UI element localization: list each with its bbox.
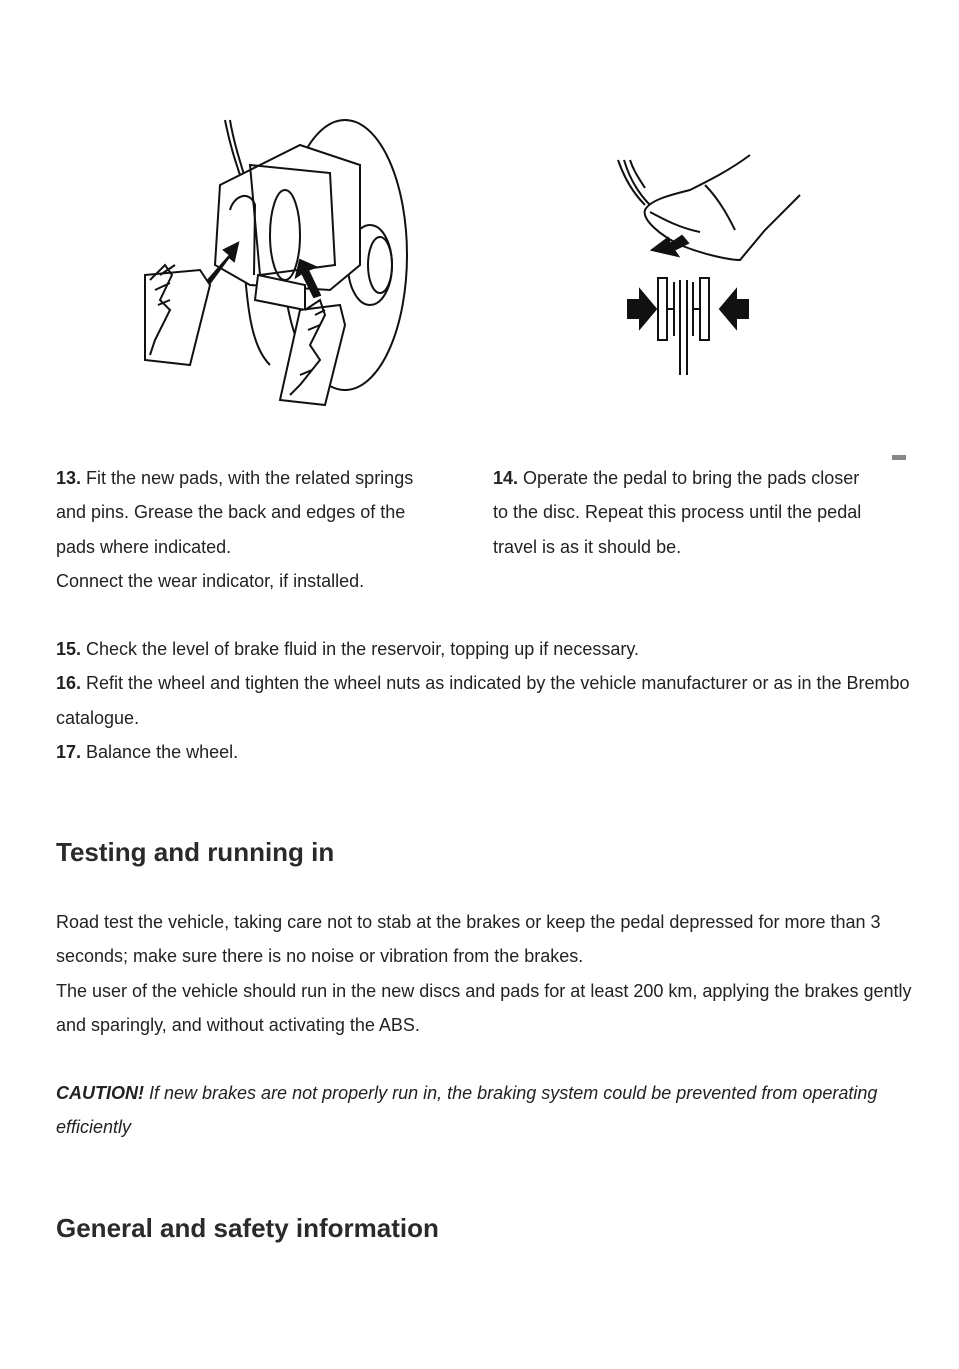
step-text-line: pads where indicated. (56, 536, 232, 557)
paragraph: The user of the vehicle should run in the new discs and pads for at least 200 km, applying the brakes gently and sparingly, and without activating the ABS. (56, 980, 912, 1035)
caution-note (56, 1076, 916, 1145)
step-13 (56, 461, 476, 598)
step-14 (493, 461, 913, 564)
section-heading-general: General and safety information (56, 1213, 439, 1243)
testing-body (56, 905, 916, 1042)
step-number: 13. (56, 468, 82, 488)
brake-caliper-pads-illustration (130, 115, 420, 415)
step-text-line: Connect the wear indicator, if installed. (56, 570, 365, 591)
step-number: 17. (56, 741, 82, 762)
paragraph: Road test the vehicle, taking care not to stab at the brakes or keep the pedal depressed for more than 3 seconds; make sure there is no noise or vibration from the brakes. (56, 912, 881, 967)
section-heading-testing: Testing and running in (56, 837, 335, 867)
caution-text: If new brakes are not properly run in, the braking system could be prevented from operating efficiently (56, 1083, 878, 1138)
step-text-line: and pins. Grease the back and edges of the (56, 502, 406, 523)
step-number: 15. (56, 639, 82, 659)
step-number: 16. (56, 673, 82, 694)
brake-pedal-press-illustration (610, 150, 810, 385)
step-text: Check the level of brake fluid in the reservoir, topping up if necessary. (81, 639, 639, 659)
step-text-line: Operate the pedal to bring the pads closer (518, 468, 860, 488)
step-17 (56, 735, 916, 769)
step-number: 14. (493, 468, 519, 488)
step-text-line: Fit the new pads, with the related springs (81, 468, 414, 488)
step-16 (56, 666, 916, 735)
caution-label: CAUTION! (56, 1083, 144, 1103)
steps-list (56, 632, 916, 769)
step-text-line: travel is as it should be. (493, 536, 682, 557)
step-text: Refit the wheel and tighten the wheel nuts as indicated by the vehicle manufacturer or as in the Brembo catalogue. (56, 673, 910, 728)
page-edge-marker (892, 455, 906, 460)
step-15 (56, 632, 916, 666)
step-text: Balance the wheel. (81, 741, 239, 762)
step-text-line: to the disc. Repeat this process until the pedal (493, 502, 862, 523)
